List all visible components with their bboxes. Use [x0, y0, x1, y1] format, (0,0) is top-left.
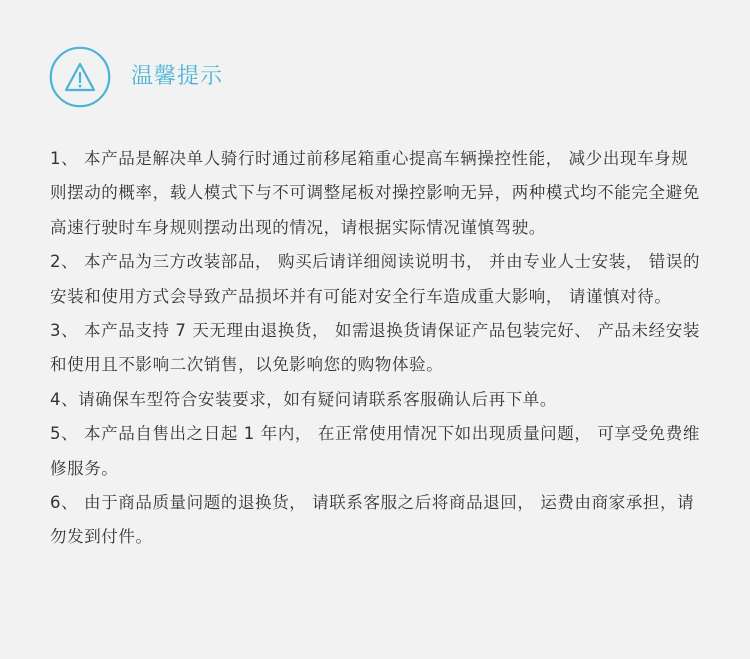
notice-item-4: 4、请确保车型符合安装要求，如有疑问请联系客服确认后再下单。	[50, 389, 557, 409]
notice-item-5: 5、 本产品自售出之日起 1 年内， 在正常使用情况下如出现质量问题， 可享受免费维修服务。	[50, 424, 700, 478]
warning-icon	[49, 46, 111, 108]
notice-item-3: 3、 本产品支持 7 天无理由退换货， 如需退换货请保证产品包装完好、 产品未经安装和使用且不影响二次销售，以免影响您的购物体验。	[50, 321, 700, 375]
notice-title: 温馨提示	[131, 64, 224, 89]
notice-list	[50, 142, 702, 555]
notice-item-1: 1、 本产品是解决单人骑行时通过前移尾箱重心提高车辆操控性能， 减少出现车身规则摆动的概率，载人模式下与不可调整尾板对操控影响无异，两种模式均不能完全避免高速行驶时车身规则摆动出现的情况，请根据实际情况谨慎驾驶。	[50, 149, 700, 237]
notice-item-6: 6、 由于商品质量问题的退换货， 请联系客服之后将商品退回， 运费由商家承担，请勿发到付件。	[50, 493, 695, 547]
notice-header	[49, 46, 223, 108]
notice-item-2: 2、 本产品为三方改装部品， 购买后请详细阅读说明书， 并由专业人士安装， 错误的安装和使用方式会导致产品损坏并有可能对安全行车造成重大影响， 请谨慎对待。	[50, 252, 701, 306]
